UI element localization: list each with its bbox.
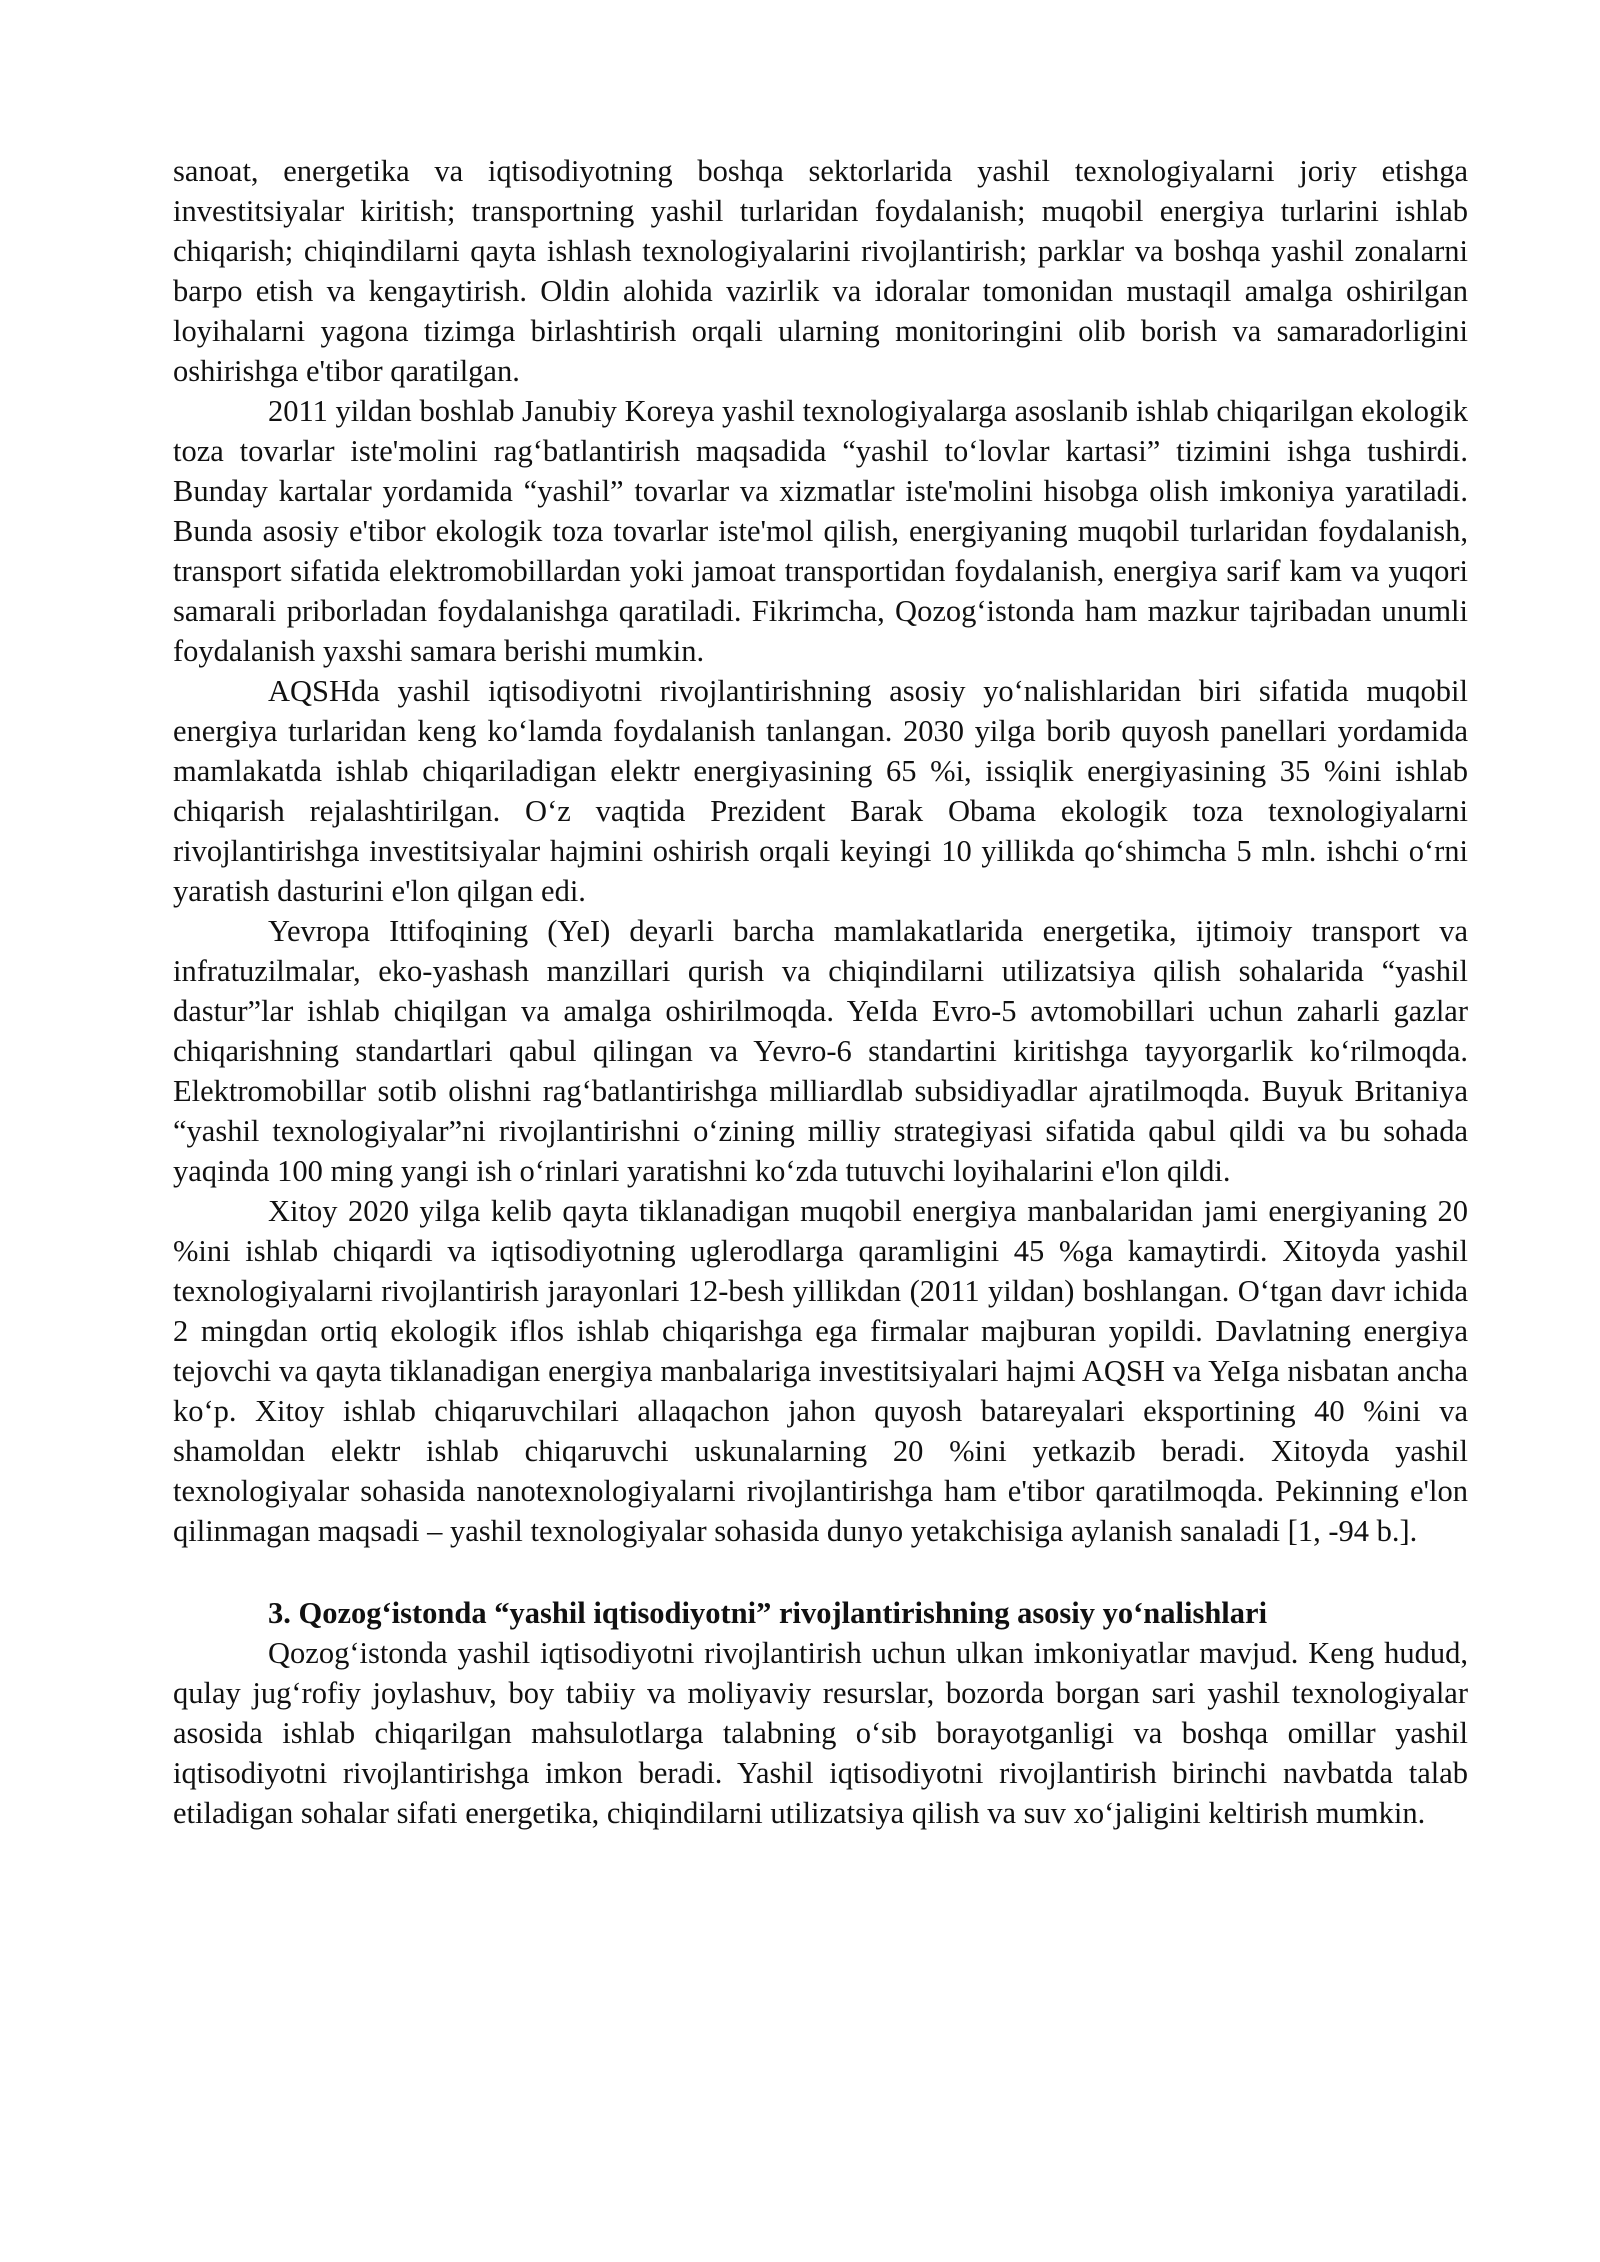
document-page [173,151,1468,1833]
paragraph-south-korea: 2011 yildan boshlab Janubiy Koreya yashil texnologiyalarga asoslanib ishlab chiqarilgan ekologik toza tovarlar iste'molini rag‘batlantirish maqsadida “yashil to‘lovlar kartasi” tizimini ishga tushirdi. Bunday kartalar yordamida “yashil” tovarlar va xizmatlar iste'molini hisobga olish imkoniya yaratiladi. Bunda asosiy e'tibor ekologik toza tovarlar iste'mol qilish, energiyaning muqobil turlaridan foydalanish, transport sifatida elektromobillardan yoki jamoat transportidan foydalanish, energiya sarif kam va yuqori samarali priborladan foydalanishga qaratiladi. Fikrimcha, Qozog‘istonda ham mazkur tajribadan unumli foydalanish yaxshi samara berishi mumkin. [173,394,1468,668]
paragraph-1: sanoat, energetika va iqtisodiyotning boshqa sektorlarida yashil texnologiyalarni joriy etishga investitsiyalar kiritish; transportning yashil turlaridan foydalanish; muqobil energiya turlarini ishlab chiqarish; chiqindilarni qayta ishlash texnologiyalarini rivojlantirish; parklar va boshqa yashil zonalarni barpo etish va kengaytirish. Oldin alohida vazirlik va idoralar tomonidan mustaqil amalga oshirilgan loyihalarni yagona tizimga birlashtirish orqali ularning monitoringini olib borish va samaradorligini oshirishga e'tibor qaratilgan. [173,154,1468,388]
paragraph-eu: Yevropa Ittifoqining (YeI) deyarli barcha mamlakatlarida energetika, ijtimoiy transport va infratuzilmalar, eko-yashash manzillari qurish va chiqindilarni utilizatsiya qilish sohalarida “yashil dastur”lar ishlab chiqilgan va amalga oshirilmoqda. YeIda Evro-5 avtomobillari uchun zaharli gazlar chiqarishning standartlari qabul qilingan va Yevro-6 standartini kiritishga tayyorgarlik ko‘rilmoqda. Elektromobillar sotib olishni rag‘batlantirishga milliardlab subsidiyadlar ajratilmoqda. Buyuk Britaniya “yashil texnologiyalar”ni rivojlantirishni o‘zining milliy strategiyasi sifatida qabul qildi va bu sohada yaqinda 100 ming yangi ish o‘rinlari yaratishni ko‘zda tutuvchi loyihalarini e'lon qildi. [173,914,1468,1188]
section-heading: 3. Qozog‘istonda “yashil iqtisodiyotni” rivojlantirishning asosiy yo‘nalishlari [268,1596,1268,1630]
paragraph-china: Xitoy 2020 yilga kelib qayta tiklanadigan muqobil energiya manbalaridan jami energiyaning 20 %ini ishlab chiqardi va iqtisodiyotning uglerodlarga qaramligini 45 %ga kamaytirdi. Xitoyda yashil texnologiyalarni rivojlantirish jarayonlari 12-besh yillikdan (2011 yildan) boshlangan. O‘tgan davr ichida 2 mingdan ortiq ekologik iflos ishlab chiqarishga ega firmalar majburan yopildi. Davlatning energiya tejovchi va qayta tiklanadigan energiya manbalariga investitsiyalari hajmi AQSH va YeIga nisbatan ancha ko‘p. Xitoy ishlab chiqaruvchilari allaqachon jahon quyosh batareyalari eksportining 40 %ini va shamoldan elektr ishlab chiqaruvchi uskunalarning 20 %ini yetkazib beradi. Xitoyda yashil texnologiyalar sohasida nanotexnologiyalarni rivojlantirishga ham e'tibor qaratilmoqda. Pekinning e'lon qilinmagan maqsadi – yashil texnologiyalar sohasida dunyo yetakchisiga aylanish sanaladi [1, -94 b.]. [173,1194,1468,1548]
paragraph-usa: AQSHda yashil iqtisodiyotni rivojlantirishning asosiy yo‘nalishlaridan biri sifatida muqobil energiya turlaridan keng ko‘lamda foydalanish tanlangan. 2030 yilga borib quyosh panellari yordamida mamlakatda ishlab chiqariladigan elektr energiyasining 65 %i, issiqlik energiyasining 35 %ini ishlab chiqarish rejalashtirilgan. O‘z vaqtida Prezident Barak Obama ekologik toza texnologiyalarni rivojlantirishga investitsiyalar hajmini oshirish orqali keyingi 10 yillikda qo‘shimcha 5 mln. ishchi o‘rni yaratish dasturini e'lon qilgan edi. [173,674,1468,908]
paragraph-kazakhstan: Qozog‘istonda yashil iqtisodiyotni rivojlantirish uchun ulkan imkoniyatlar mavjud. Keng hudud, qulay jug‘rofiy joylashuv, boy tabiiy va moliyaviy resurslar, bozorda borgan sari yashil texnologiyalar asosida ishlab chiqarilgan mahsulotlarga talabning o‘sib borayotganligi va boshqa omillar yashil iqtisodiyotni rivojlantirishga imkon beradi. Yashil iqtisodiyotni rivojlantirish birinchi navbatda talab etiladigan sohalar sifati energetika, chiqindilarni utilizatsiya qilish va suv xo‘jaligini keltirish mumkin. [173,1636,1468,1830]
